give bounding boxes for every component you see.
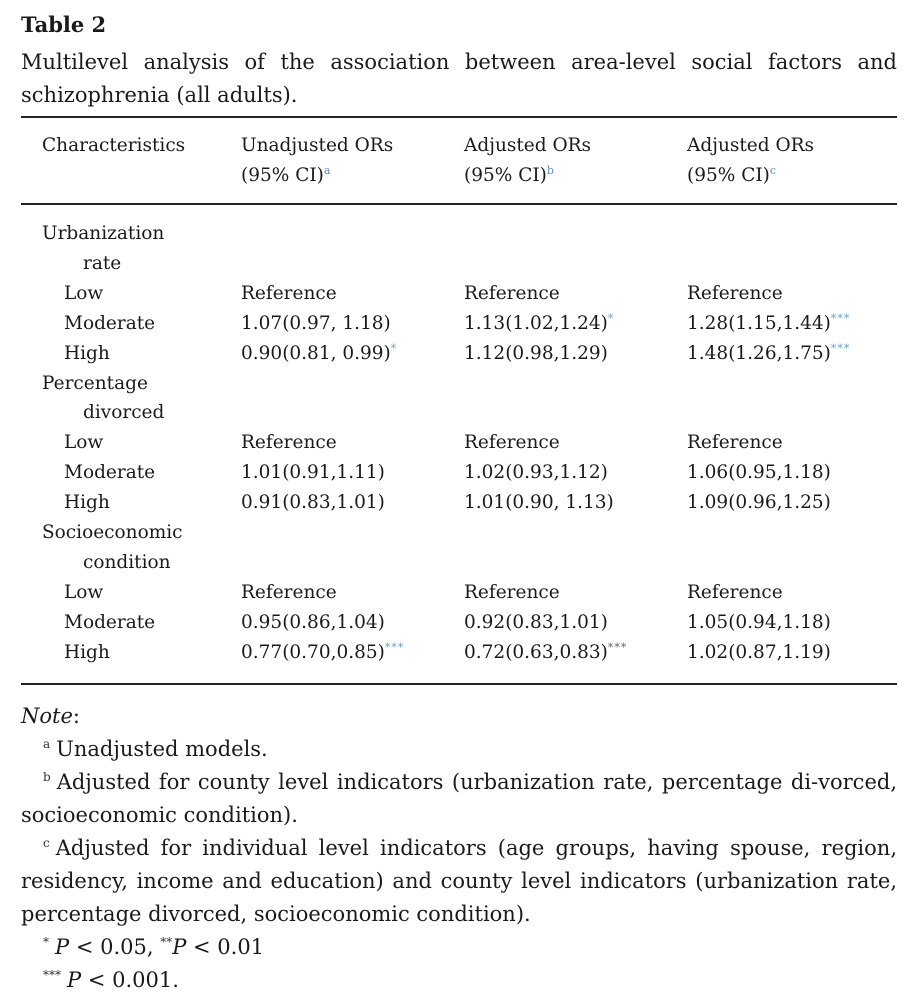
header-adjusted-b: Adjusted ORs <box>464 135 592 156</box>
footnote-ref-c[interactable]: c <box>769 163 777 177</box>
row-label: Low <box>64 582 104 603</box>
group-label-urbanization: Urbanization <box>42 223 165 244</box>
table-cell: 1.48(1.26,1.75)*** <box>687 341 851 364</box>
footnote-significance-1: * P < 0.05, **P < 0.01 <box>43 935 265 959</box>
table-cell: 1.28(1.15,1.44)*** <box>687 311 851 334</box>
group-label-urbanization-cont: rate <box>83 253 122 274</box>
bottom-rule <box>21 683 897 685</box>
footnote-ref-a[interactable]: a <box>323 163 331 177</box>
row-label: High <box>64 343 110 364</box>
row-label: High <box>64 492 110 513</box>
table-cell: 1.13(1.02,1.24)* <box>464 311 615 334</box>
table-cell: Reference <box>241 582 337 603</box>
significance-marker[interactable]: * <box>607 311 615 325</box>
header-adjusted-c: Adjusted ORs <box>687 135 815 156</box>
table-cell: Reference <box>464 432 560 453</box>
table-cell: 0.95(0.86,1.04) <box>241 612 385 633</box>
significance-marker[interactable]: *** <box>830 311 851 325</box>
table-cell: 1.06(0.95,1.18) <box>687 462 831 483</box>
table-cell: 1.01(0.91,1.11) <box>241 462 385 483</box>
header-unadjusted-ci: (95% CI)$^a$ <box>241 163 331 186</box>
significance-marker[interactable]: *** <box>384 640 405 654</box>
significance-marker[interactable]: *** <box>830 341 851 355</box>
group-label-divorced: Percentage <box>42 373 148 394</box>
header-adjusted-b-ci: (95% CI)$^b$ <box>464 163 554 186</box>
footnote-b: $^b$ Adjusted for county level indicators (urbanization rate, percentage di-vorced, socioeconomic condition). <box>21 770 897 827</box>
header-unadjusted: Unadjusted ORs <box>241 135 394 156</box>
footnote-a: $^a$ Unadjusted models. <box>43 737 268 761</box>
group-label-socioeconomic: Socioeconomic <box>42 522 183 543</box>
table-cell: Reference <box>687 582 783 603</box>
table-cell: 1.02(0.87,1.19) <box>687 642 831 663</box>
footnote-mark-a: a <box>43 737 51 751</box>
footnote-ref-b[interactable]: b <box>546 163 554 177</box>
header-characteristics: Characteristics <box>42 135 186 156</box>
group-label-socioeconomic-cont: condition <box>83 552 171 573</box>
footnote-c: $^c$ Adjusted for individual level indicators (age groups, having spouse, region, residency, income and education) and county level indicators (urbanization rate, percentage divorced, socioeconomic condition). <box>21 836 897 926</box>
table-cell: Reference <box>464 582 560 603</box>
row-label: Low <box>64 432 104 453</box>
row-label: Moderate <box>64 612 156 633</box>
table-cell: Reference <box>464 283 560 304</box>
table-cell: Reference <box>241 432 337 453</box>
table-caption: Multilevel analysis of the association between area-level social factors and schizophrenia (all adults). <box>21 50 897 107</box>
table-cell: 0.90(0.81, 0.99)* <box>241 341 398 364</box>
significance-marker: *** <box>607 640 628 654</box>
table-cell: 1.01(0.90, 1.13) <box>464 492 614 513</box>
header-adjusted-c-ci: (95% CI)$^c$ <box>687 163 777 186</box>
row-label: Low <box>64 283 104 304</box>
table-cell: 1.09(0.96,1.25) <box>687 492 831 513</box>
notes-title: Note: <box>21 704 80 728</box>
top-rule <box>21 116 897 118</box>
table-label: Table 2 <box>21 12 107 37</box>
row-label: Moderate <box>64 462 156 483</box>
header-rule <box>21 203 897 205</box>
table-cell: 0.72(0.63,0.83)*** <box>464 640 628 663</box>
table-notes <box>21 700 897 997</box>
table-cell: 0.91(0.83,1.01) <box>241 492 385 513</box>
footnote-significance-2: *** P < 0.001. <box>43 968 179 992</box>
significance-marker[interactable]: * <box>390 341 398 355</box>
table-cell: Reference <box>687 283 783 304</box>
table-cell: 1.02(0.93,1.12) <box>464 462 608 483</box>
footnote-mark-c: c <box>43 836 50 850</box>
table-cell: Reference <box>687 432 783 453</box>
table-cell: Reference <box>241 283 337 304</box>
group-label-divorced-cont: divorced <box>83 402 165 423</box>
table-cell: 1.12(0.98,1.29) <box>464 343 608 364</box>
row-label: Moderate <box>64 313 156 334</box>
footnote-mark-b: b <box>43 770 51 784</box>
table-cell: 0.92(0.83,1.01) <box>464 612 608 633</box>
table-cell: 1.05(0.94,1.18) <box>687 612 831 633</box>
table-cell: 0.77(0.70,0.85)*** <box>241 640 405 663</box>
table-cell: 1.07(0.97, 1.18) <box>241 313 391 334</box>
row-label: High <box>64 642 110 663</box>
